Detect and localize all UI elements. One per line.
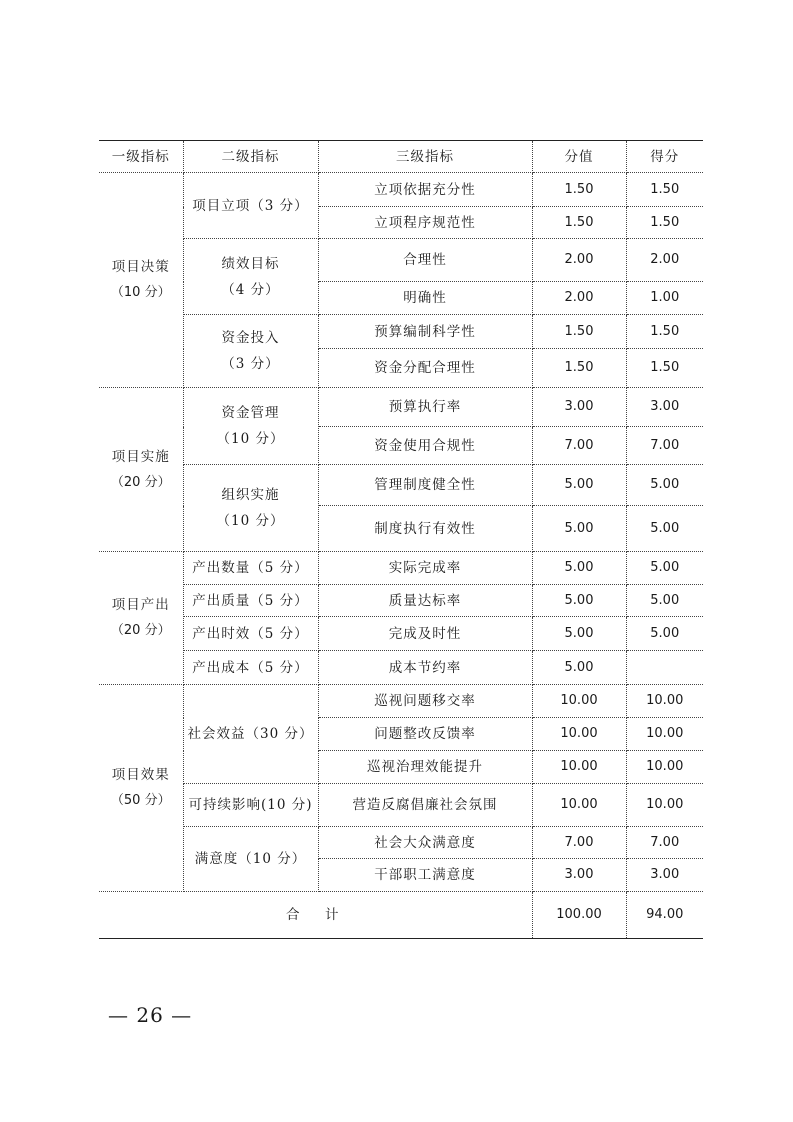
sub-project-approval: 项目立项（3 分）: [183, 173, 318, 239]
sub-output-quality: 产出质量（5 分）: [183, 585, 318, 617]
table-row: [99, 827, 703, 859]
evaluation-table-wrapper: [99, 140, 703, 939]
total-value: 100.00: [532, 892, 626, 939]
indicator-cell: 资金分配合理性: [318, 349, 532, 388]
value-cell: 3.00: [532, 388, 626, 427]
sub-performance-target: 绩效目标 （4 分）: [183, 239, 318, 315]
score-cell: 7.00: [626, 427, 703, 465]
score-cell: 2.00: [626, 239, 703, 282]
total-score: 94.00: [626, 892, 703, 939]
sub-output-cost: 产出成本（5 分）: [183, 651, 318, 685]
value-cell: 3.00: [532, 859, 626, 892]
total-label: 合 计: [99, 892, 532, 939]
score-cell: 5.00: [626, 585, 703, 617]
table-row: [99, 617, 703, 651]
header-level3: 三级指标: [318, 141, 532, 173]
score-cell: 10.00: [626, 784, 703, 827]
value-cell: 1.50: [532, 349, 626, 388]
sub-output-timeliness: 产出时效（5 分）: [183, 617, 318, 651]
indicator-cell: 社会大众满意度: [318, 827, 532, 859]
value-cell: 5.00: [532, 617, 626, 651]
sub-sustainable-impact: 可持续影响(10 分): [183, 784, 318, 827]
value-cell: 7.00: [532, 827, 626, 859]
indicator-cell: 干部职工满意度: [318, 859, 532, 892]
table-row: [99, 465, 703, 506]
score-cell: 10.00: [626, 685, 703, 718]
value-cell: 5.00: [532, 651, 626, 685]
value-cell: 2.00: [532, 282, 626, 315]
table-row: [99, 239, 703, 282]
header-level1: 一级指标: [99, 141, 183, 173]
header-score: 得分: [626, 141, 703, 173]
table-row: [99, 173, 703, 207]
indicator-cell: 制度执行有效性: [318, 506, 532, 552]
group-output: 项目产出 （20 分）: [99, 552, 183, 685]
sub-social-benefit: 社会效益（30 分）: [183, 685, 318, 784]
table-row: [99, 784, 703, 827]
indicator-cell: 明确性: [318, 282, 532, 315]
score-cell: 3.00: [626, 859, 703, 892]
score-cell: 7.00: [626, 827, 703, 859]
score-cell: 3.00: [626, 388, 703, 427]
page-number: — 26 —: [108, 1003, 193, 1027]
value-cell: 5.00: [532, 506, 626, 552]
indicator-cell: 管理制度健全性: [318, 465, 532, 506]
score-cell: 1.50: [626, 315, 703, 349]
score-cell: 1.50: [626, 349, 703, 388]
table-header-row: [99, 141, 703, 173]
indicator-cell: 预算执行率: [318, 388, 532, 427]
value-cell: 10.00: [532, 784, 626, 827]
indicator-cell: 完成及时性: [318, 617, 532, 651]
score-cell: 1.50: [626, 173, 703, 207]
table-row: [99, 388, 703, 427]
value-cell: 10.00: [532, 685, 626, 718]
header-level2: 二级指标: [183, 141, 318, 173]
performance-evaluation-table: [99, 140, 703, 939]
value-cell: 5.00: [532, 585, 626, 617]
sub-fund-management: 资金管理 （10 分）: [183, 388, 318, 465]
indicator-cell: 合理性: [318, 239, 532, 282]
value-cell: 10.00: [532, 751, 626, 784]
value-cell: 1.50: [532, 207, 626, 239]
value-cell: 2.00: [532, 239, 626, 282]
value-cell: 7.00: [532, 427, 626, 465]
indicator-cell: 资金使用合规性: [318, 427, 532, 465]
score-cell: 1.00: [626, 282, 703, 315]
indicator-cell: 巡视治理效能提升: [318, 751, 532, 784]
score-cell: 5.00: [626, 552, 703, 585]
table-row: [99, 552, 703, 585]
table-row: [99, 685, 703, 718]
score-cell: 5.00: [626, 617, 703, 651]
sub-satisfaction: 满意度（10 分）: [183, 827, 318, 892]
sub-output-quantity: 产出数量（5 分）: [183, 552, 318, 585]
indicator-cell: 实际完成率: [318, 552, 532, 585]
score-cell: 5.00: [626, 506, 703, 552]
table-row: [99, 315, 703, 349]
total-row: [99, 892, 703, 939]
score-cell: 10.00: [626, 751, 703, 784]
sub-fund-input: 资金投入 （3 分）: [183, 315, 318, 388]
indicator-cell: 立项程序规范性: [318, 207, 532, 239]
indicator-cell: 预算编制科学性: [318, 315, 532, 349]
indicator-cell: 成本节约率: [318, 651, 532, 685]
sub-organization: 组织实施 （10 分）: [183, 465, 318, 552]
table-row: [99, 585, 703, 617]
group-effect: 项目效果 （50 分）: [99, 685, 183, 892]
score-cell: 10.00: [626, 718, 703, 751]
value-cell: 1.50: [532, 173, 626, 207]
value-cell: 5.00: [532, 552, 626, 585]
indicator-cell: 问题整改反馈率: [318, 718, 532, 751]
group-implementation: 项目实施 （20 分）: [99, 388, 183, 552]
table-row: [99, 651, 703, 685]
score-cell: 5.00: [626, 465, 703, 506]
score-cell: 1.50: [626, 207, 703, 239]
indicator-cell: 质量达标率: [318, 585, 532, 617]
indicator-cell: 营造反腐倡廉社会氛围: [318, 784, 532, 827]
value-cell: 10.00: [532, 718, 626, 751]
value-cell: 1.50: [532, 315, 626, 349]
group-decision: 项目决策 （10 分）: [99, 173, 183, 388]
indicator-cell: 巡视问题移交率: [318, 685, 532, 718]
value-cell: 5.00: [532, 465, 626, 506]
indicator-cell: 立项依据充分性: [318, 173, 532, 207]
header-value: 分值: [532, 141, 626, 173]
score-cell: [626, 651, 703, 685]
